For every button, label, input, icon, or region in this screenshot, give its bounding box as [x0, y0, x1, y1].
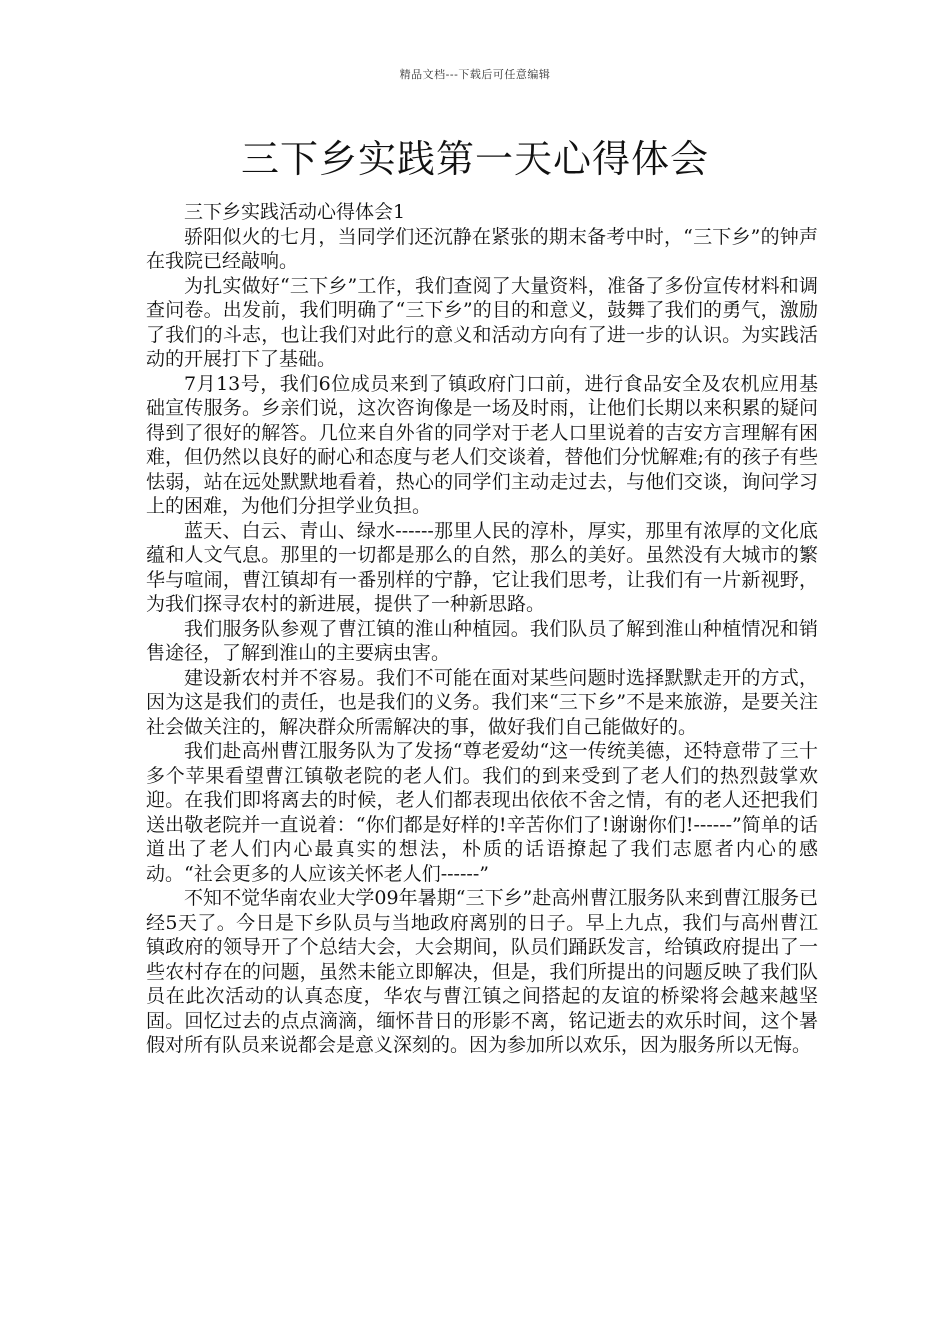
header-note: 精品文档---下载后可任意编辑 [399, 68, 551, 81]
document-body [146, 200, 818, 1058]
paragraph: 不知不觉华南农业大学09年暑期“三下乡”赴高州曹江服务队来到曹江服务已经5天了。今日是下乡队员与当地政府离别的日子。早上九点，我们与高州曹江镇政府的领导开了个总结大会，大会期间，队员们踊跃发言，给镇政府提出了一些农村存在的问题，虽然未能立即解决，但是，我们所提出的问题反映了我们队员在此次活动的认真态度，华农与曹江镇之间搭起的友谊的桥梁将会越来越坚固。回忆过去的点点滴滴，缅怀昔日的形影不离，铭记逝去的欢乐时间，这个暑假对所有队员来说都会是意义深刻的。因为参加所以欢乐，因为服务所以无悔。 [146, 887, 818, 1056]
paragraph: 我们服务队参观了曹江镇的淮山种植园。我们队员了解到淮山种植情况和销售途径，了解到淮山的主要病虫害。 [146, 617, 818, 664]
paragraph: 为扎实做好“三下乡”工作，我们查阅了大量资料，准备了多份宣传材料和调查问卷。出发前，我们明确了“三下乡”的目的和意义，鼓舞了我们的勇气，激励了我们的斗志，也让我们对此行的意义和活动方向有了进一步的认识。为实践活动的开展打下了基础。 [146, 274, 818, 370]
paragraph: 骄阳似火的七月，当同学们还沉静在紧张的期末备考中时，“三下乡”的钟声在我院已经敲响。 [146, 225, 818, 272]
document-title: 三下乡实践第一天心得体会 [240, 137, 709, 181]
paragraph: 7月13号，我们6位成员来到了镇政府门口前，进行食品安全及农机应用基础宣传服务。乡亲们说，这次咨询像是一场及时雨，让他们长期以来积累的疑问得到了很好的解答。几位来自外省的同学对于老人口里说着的吉安方言理解有困难，但仍然以良好的耐心和态度与老人们交谈着，替他们分忧解难;有的孩子有些怯弱，站在远处默默地看着，热心的同学们主动走过去，与他们交谈，询问学习上的困难，为他们分担学业负担。 [146, 372, 818, 517]
paragraph: 建设新农村并不容易。我们不可能在面对某些问题时选择默默走开的方式，因为这是我们的责任，也是我们的义务。我们来“三下乡”不是来旅游，是要关注社会做关注的，解决群众所需解决的事，做好我们自己能做好的。 [146, 666, 818, 738]
section-subheading: 三下乡实践活动心得体会1 [184, 201, 406, 223]
paragraph: 我们赴高州曹江服务队为了发扬“尊老爱幼“这一传统美德，还特意带了三十多个苹果看望曹江镇敬老院的老人们。我们的到来受到了老人们的热烈鼓掌欢迎。在我们即将离去的时候，老人们都表现出依依不舍之情，有的老人还把我们送出敬老院并一直说着：“你们都是好样的!辛苦你们了!谢谢你们!------”简单的话道出了老人们内心最真实的想法，朴质的话语撩起了我们志愿者内心的感动。“社会更多的人应该关怀老人们------” [146, 740, 818, 885]
paragraph: 蓝天、白云、青山、绿水------那里人民的淳朴，厚实，那里有浓厚的文化底蕴和人文气息。那里的一切都是那么的自然，那么的美好。虽然没有大城市的繁华与喧闹，曹江镇却有一番别样的宁静，它让我们思考，让我们有一片新视野，为我们探寻农村的新进展，提供了一种新思路。 [146, 519, 818, 615]
